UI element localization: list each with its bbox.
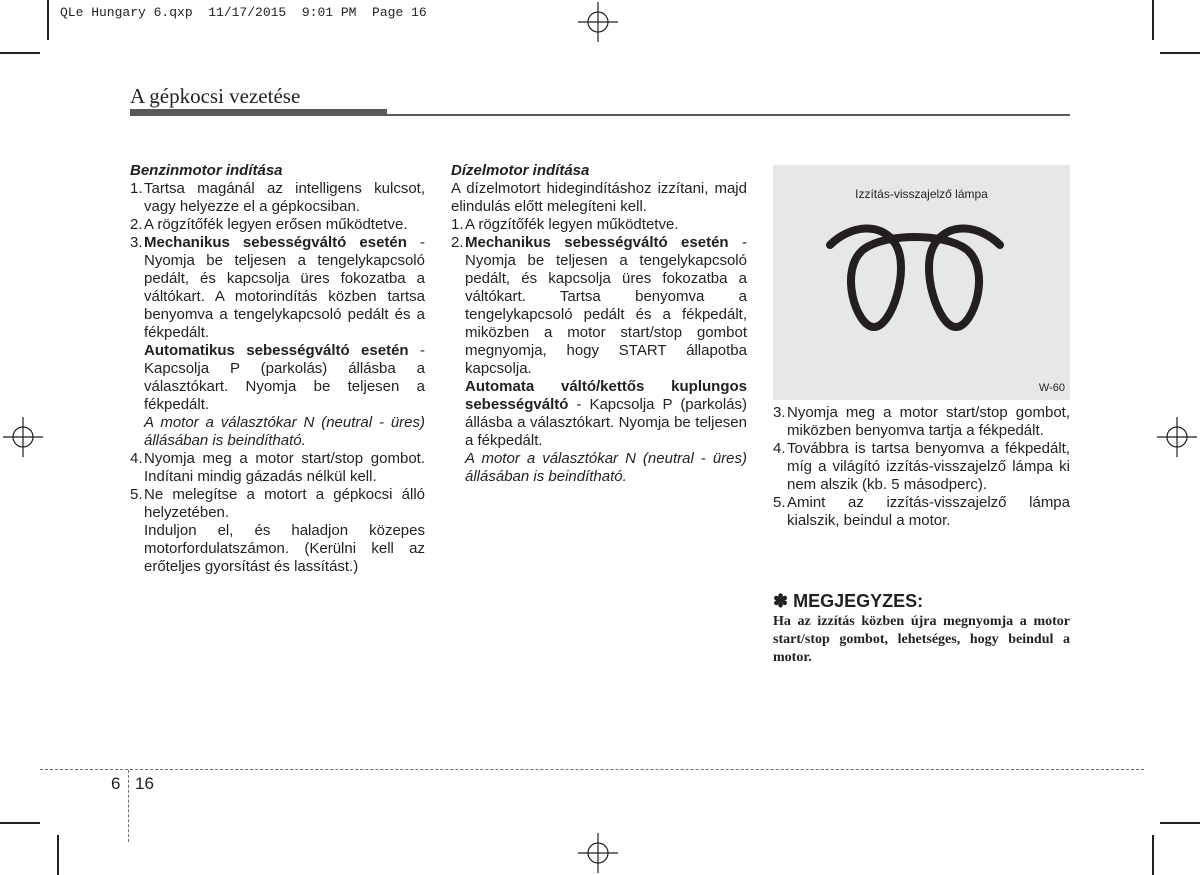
crop-mark xyxy=(1152,0,1154,40)
list-item xyxy=(130,180,425,216)
footer-divider xyxy=(128,770,129,842)
list-number: 3. xyxy=(773,404,786,421)
automatic-paragraph xyxy=(130,342,425,414)
registration-mark-icon xyxy=(3,417,43,457)
list-item xyxy=(451,234,747,378)
print-slug: QLe Hungary 6.qxp 11/17/2015 9:01 PM Page 16 xyxy=(60,5,427,20)
list-item xyxy=(130,486,425,522)
list-text: Amint az izzítás-visszajelző lámpa kialszik, beindul a motor. xyxy=(787,494,1070,529)
crop-mark xyxy=(47,0,49,40)
list-number: 1. xyxy=(451,216,464,233)
crop-mark xyxy=(0,52,40,54)
chapter-number: 6 xyxy=(111,774,121,793)
bold-label: Mechanikus sebességváltó esetén xyxy=(144,234,407,251)
list-text: Tartsa magánál az intelligens kulcsot, vagy helyezze el a gépkocsiban. xyxy=(144,180,425,215)
automatic-paragraph xyxy=(451,378,747,450)
bold-label: Automatikus sebességváltó esetén xyxy=(144,342,409,359)
registration-mark-icon xyxy=(578,2,618,42)
list-text: Nyomja meg a motor start/stop gombot, miközben benyomva tartja a fékpedált. xyxy=(787,404,1070,439)
list-text-body: - Nyomja be teljesen a tengelykapcsoló pedált, és kapcsolja üres fokozatba a váltókart. A motorindítás közben tartsa benyomva a tengelykapcsoló pedált és a fékpedált. xyxy=(144,234,425,341)
list-text: Ne melegítse a motort a gépkocsi álló helyzetében. xyxy=(144,486,425,521)
list-item xyxy=(773,440,1070,494)
list-number: 1. xyxy=(130,180,143,197)
crop-mark xyxy=(57,835,59,875)
bold-label: Automata váltó/kettős kuplungos sebességváltó xyxy=(465,378,747,413)
figure-code: W-60 xyxy=(1038,382,1065,394)
registration-mark-icon xyxy=(1157,417,1197,457)
list-number: 5. xyxy=(773,494,786,511)
page-number: 16 xyxy=(135,774,154,793)
list-item xyxy=(773,494,1070,530)
list-number: 5. xyxy=(130,486,143,503)
list-number: 2. xyxy=(130,216,143,233)
crop-mark xyxy=(1152,835,1154,875)
paragraph: Induljon el, és haladjon közepes motorfordulatszámon. (Kerülni kell az erőteljes gyorsítást és lassítást.) xyxy=(144,522,425,575)
registration-mark-icon xyxy=(578,833,618,873)
footer-dashed-rule xyxy=(40,769,1144,770)
list-number: 3. xyxy=(130,234,143,251)
list-text xyxy=(144,234,425,342)
chapter-title: A gépkocsi vezetése xyxy=(130,84,301,108)
header-bar xyxy=(130,109,387,116)
figure-panel xyxy=(773,165,1070,400)
note-heading: ✽ MEGJEGYZES: xyxy=(773,591,924,611)
list-text: Továbbra is tartsa benyomva a fékpedált, míg a világító izzítás-visszajelző lámpa ki nem alszik (kb. 5 másodperc). xyxy=(787,440,1070,493)
list-item xyxy=(130,450,425,486)
list-item xyxy=(773,404,1070,440)
list-text: A rögzítőfék legyen működtetve. xyxy=(465,216,679,233)
list-number: 2. xyxy=(451,234,464,251)
italic-note: A motor a választókar N (neutral - üres) állásában is beindítható. xyxy=(465,450,747,485)
section-heading-diesel: Dízelmotor indítása xyxy=(451,162,590,179)
crop-mark xyxy=(1160,52,1200,54)
list-item xyxy=(130,216,425,234)
italic-note: A motor a választókar N (neutral - üres) állásában is beindítható. xyxy=(144,414,425,449)
left-column xyxy=(130,162,425,576)
crop-mark xyxy=(1160,822,1200,824)
crop-mark xyxy=(0,822,40,824)
list-text: Nyomja meg a motor start/stop gombot. Indítani mindig gázadás nélkül kell. xyxy=(144,450,425,485)
list-text xyxy=(465,234,747,378)
list-text: A rögzítőfék legyen erősen működtetve. xyxy=(144,216,408,233)
bold-label: Mechanikus sebességváltó esetén xyxy=(465,234,729,251)
intro-paragraph: A dízelmotort hidegindításhoz izzítani, majd elindulás előtt melegíteni kell. xyxy=(451,180,747,215)
figure-caption: Izzítás-visszajelző lámpa xyxy=(855,187,988,201)
list-item xyxy=(130,234,425,342)
middle-column xyxy=(451,162,747,486)
note-text: Ha az izzítás közben újra megnyomja a motor start/stop gombot, lehetséges, hogy beindul a motor. xyxy=(773,614,1070,665)
list-item xyxy=(451,216,747,234)
right-column xyxy=(773,404,1070,530)
list-number: 4. xyxy=(130,450,143,467)
list-text-body: - Nyomja be teljesen a tengelykapcsoló pedált, és kapcsolja üres fokozatba a váltókart. Tartsa benyomva a tengelykapcsoló pedált és a fékpedált, miközben a motor start/stop gombot megnyomja, hogy START állapotba kapcsolja. xyxy=(465,234,747,377)
section-heading-petrol: Benzinmotor indítása xyxy=(130,162,283,179)
paragraph-text: - Kapcsolja P (parkolás) állásba a választókart. Nyomja be teljesen a fékpedált. xyxy=(465,396,747,449)
glow-plug-indicator-icon xyxy=(826,223,1006,333)
list-number: 4. xyxy=(773,440,786,457)
header-rule xyxy=(387,114,1070,116)
paragraph-text: - Kapcsolja P (parkolás) állásba a választókart. Nyomja be teljesen a fékpedált. xyxy=(144,342,426,413)
